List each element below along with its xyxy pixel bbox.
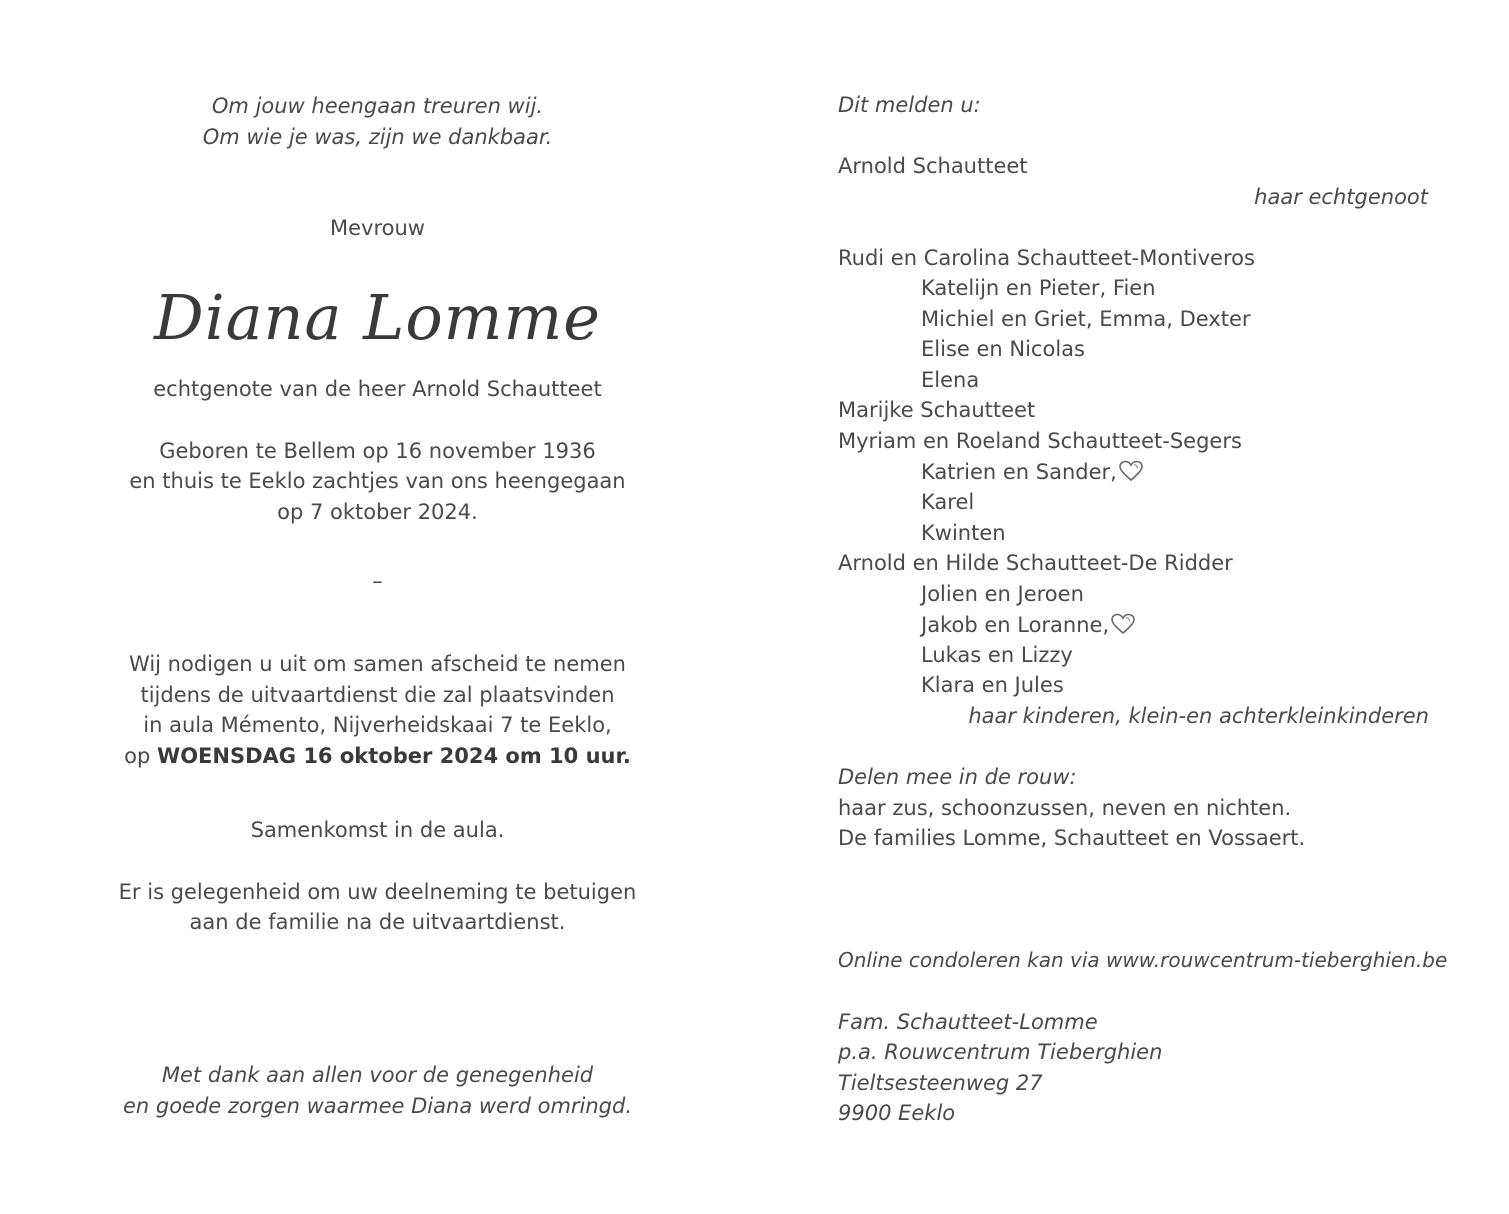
family-line: Myriam en Roeland Schautteet-Segers (838, 429, 1242, 453)
family-line: Elena (921, 368, 980, 392)
family-line: Lukas en Lizzy (921, 643, 1073, 667)
family-line: Rudi en Carolina Schautteet-Montiveros (838, 246, 1255, 270)
family-line: Karel (921, 490, 975, 514)
husband-role: haar echtgenoot (1254, 185, 1428, 209)
invite-line-4-prefix: op (124, 744, 151, 768)
family-line: Katrien en Sander, (921, 460, 1117, 484)
family-line-with-heart (921, 457, 1144, 487)
born-line-3: op 7 oktober 2024. (277, 500, 478, 524)
family-role: haar kinderen, klein-en achterkleinkinderen (968, 704, 1429, 728)
share-line-1: haar zus, schoonzussen, neven en nichten. (838, 796, 1292, 820)
family-line: Arnold en Hilde Schautteet-De Ridder (838, 551, 1233, 575)
heart-icon (1110, 613, 1136, 635)
invite-line-4 (0, 741, 755, 771)
born-line-1: Geboren te Bellem op 16 november 1936 (159, 439, 596, 463)
address-line-2: p.a. Rouwcentrum Tieberghien (838, 1040, 1163, 1064)
husband-name: Arnold Schautteet (838, 154, 1028, 178)
heart-icon (1118, 460, 1144, 482)
salutation: Mevrouw (330, 216, 425, 240)
invite-line-2: tijdens de uitvaartdienst die zal plaatsvinden (140, 683, 615, 707)
family-line: Kwinten (921, 521, 1006, 545)
born-line-2: en thuis te Eeklo zachtjes van ons heengegaan (129, 469, 626, 493)
family-line: Klara en Jules (921, 673, 1064, 697)
family-line: Jolien en Jeroen (921, 582, 1084, 606)
gathering-line: Samenkomst in de aula. (250, 818, 505, 842)
thanks-line-1: Met dank aan allen voor de genegenheid (161, 1063, 594, 1087)
family-line: Michiel en Griet, Emma, Dexter (921, 307, 1251, 331)
family-line: Elise en Nicolas (921, 337, 1085, 361)
address-line-1: Fam. Schautteet-Lomme (838, 1010, 1098, 1034)
address-line-4: 9900 Eeklo (838, 1101, 956, 1125)
thanks-line-2: en goede zorgen waarmee Diana werd omringd. (122, 1094, 633, 1118)
family-line: Katelijn en Pieter, Fien (921, 276, 1156, 300)
quote-line-2: Om wie je was, zijn we dankbaar. (202, 125, 553, 149)
condolence-line-1: Er is gelegenheid om uw deelneming te betuigen (118, 880, 637, 904)
invite-line-1: Wij nodigen u uit om samen afscheid te nemen (129, 652, 626, 676)
family-line-with-heart (921, 610, 1136, 640)
condolence-line-2: aan de familie na de uitvaartdienst. (189, 910, 566, 934)
separator-dash: – (372, 569, 383, 593)
funeral-date: WOENSDAG 16 oktober 2024 om 10 uur. (157, 744, 631, 768)
online-condolence: Online condoleren kan via www.rouwcentrum-tieberghien.be (838, 948, 1448, 972)
intro: Dit melden u: (838, 93, 981, 117)
invite-line-3: in aula Mémento, Nijverheidskaai 7 te Eeklo, (143, 713, 612, 737)
address-line-3: Tieltsesteenweg 27 (838, 1071, 1043, 1095)
deceased-name: Diana Lomme (154, 281, 601, 354)
spouse-line: echtgenote van de heer Arnold Schautteet (153, 377, 602, 401)
share-title: Delen mee in de rouw: (838, 765, 1077, 789)
share-line-2: De families Lomme, Schautteet en Vossaert. (838, 826, 1306, 850)
quote-line-1: Om jouw heengaan treuren wij. (211, 94, 544, 118)
family-line: Marijke Schautteet (838, 398, 1036, 422)
family-line: Jakob en Loranne, (921, 613, 1110, 637)
